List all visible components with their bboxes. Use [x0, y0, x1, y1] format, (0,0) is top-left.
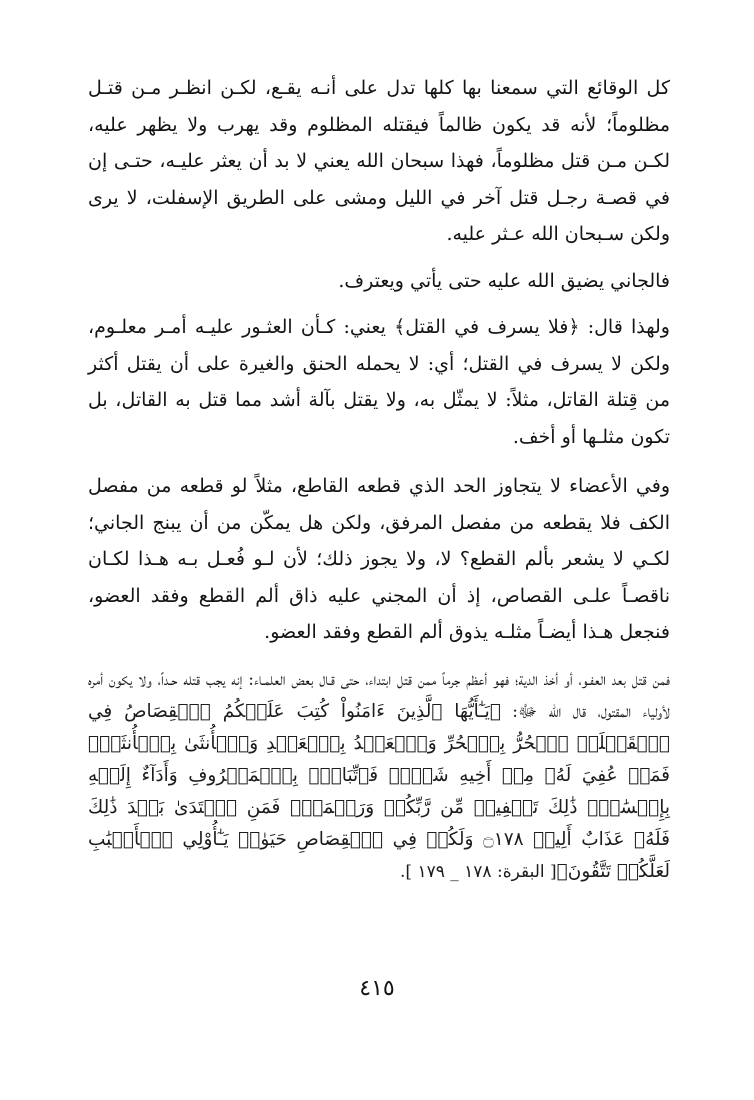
paragraph-3: ولهذا قال: ﴿فلا يسرف في القتل﴾ يعني: كـأن العثـور عليـه أمـر معلـوم، ولكن لا يسرف في القتل؛ أي: لا يحمله الحنق والغيرة على أن يقتل أكثر من قِتلة القاتل، مثلاً: لا يمثّل به، ولا يقتل بآلة أشد مما قتل به القاتل، بل تكون مثلـها أو أخف.: [88, 316, 670, 448]
paragraph-4: وفي الأعضاء لا يتجاوز الحد الذي قطعه القاطع، مثلاً لو قطعه من مفصل الكف فلا يقطعه من مفصل المرفق، ولكن هل يمكّن من أن يبنج الجاني؛ لكـي لا يشعر بألم القطع؟ لا، ولا يجوز ذلك؛ لأن لـو فُعـل بـه هـذا لكـان ناقصـاً علـى القصاص، إذ أن المجني عليه ذاق ألم القطع وفقد العضو، فنجعل هـذا أيضـاً مثلـه يذوق ألم القطع وفقد العضو.: [88, 475, 670, 643]
paragraph-1: كل الوقائع التي سمعنا بها كلها تدل على أنـه يقـع، لكـن انظـر مـن قتـل مظلوماً؛ لأنه قد يكون ظالماً فيقتله المظلوم وقد يهرب ولا يظهر عليه، لكـن مـن قتل مظلوماً، فهذا سبحان الله يعني لا بد أن يعثر عليـه، حتـى إن في قصـة رجـل قتل آخر في الليل ومشى على الطريق الإسفلت، لا يرى ولكن سـبحان الله عـثر عليه.: [88, 77, 670, 245]
page-number: ٤١٥: [359, 976, 395, 1001]
verse-reference: [ البقرة: ١٧٨ _ ١٧٩ ].: [400, 861, 557, 882]
page-body-text: [88, 70, 670, 888]
quran-verse: ﴿يَـٰٓأَيُّهَا ٱلَّذِينَ ءَامَنُواْ كُتِبَ عَلَيۡكُمُ ٱلۡقِصَاصُ فِي ٱلۡقَتۡلَىۖ ٱلۡحُرُّ بِٱلۡحُرِّ وَٱلۡعَبۡدُ بِٱلۡعَبۡدِ وَٱلۡأُنثَىٰ بِٱلۡأُنثَىٰۚ فَمَنۡ عُفِيَ لَهُۥ مِنۡ أَخِيهِ شَيۡءٞ فَٱتِّبَاعُۢ بِٱلۡمَعۡرُوفِ وَأَدَآءٌ إِلَيۡهِ بِإِحۡسَٰنٖۗ ذَٰلِكَ تَخۡفِيفٞ مِّن رَّبِّكُمۡ وَرَحۡمَةٞۗ فَمَنِ ٱعۡتَدَىٰ بَعۡدَ ذَٰلِكَ فَلَهُۥ عَذَابٌ أَلِيمٞ ۝١٧٨ وَلَكُمۡ فِي ٱلۡقِصَاصِ حَيَوٰةٞ يَـٰٓأُوْلِي ٱلۡأَلۡبَٰبِ لَعَلَّكُمۡ تَتَّقُونَ﴾: [88, 700, 671, 882]
paragraph-2: فالجاني يضيق الله عليه حتى يأتي ويعترف.: [338, 269, 670, 292]
paragraph-5: [88, 665, 670, 888]
paragraph-5-intro: فمن قتل بعد العفـو، أو أخذ الدية؛ فهو أعظم جرماً ممن قتل ابتداء، حتى قـال بعض العلمـاء: إنه يجب قتله حـداً، ولا يكون أمره لأولياء المقتول، قال الله ﷻ:: [88, 669, 670, 722]
